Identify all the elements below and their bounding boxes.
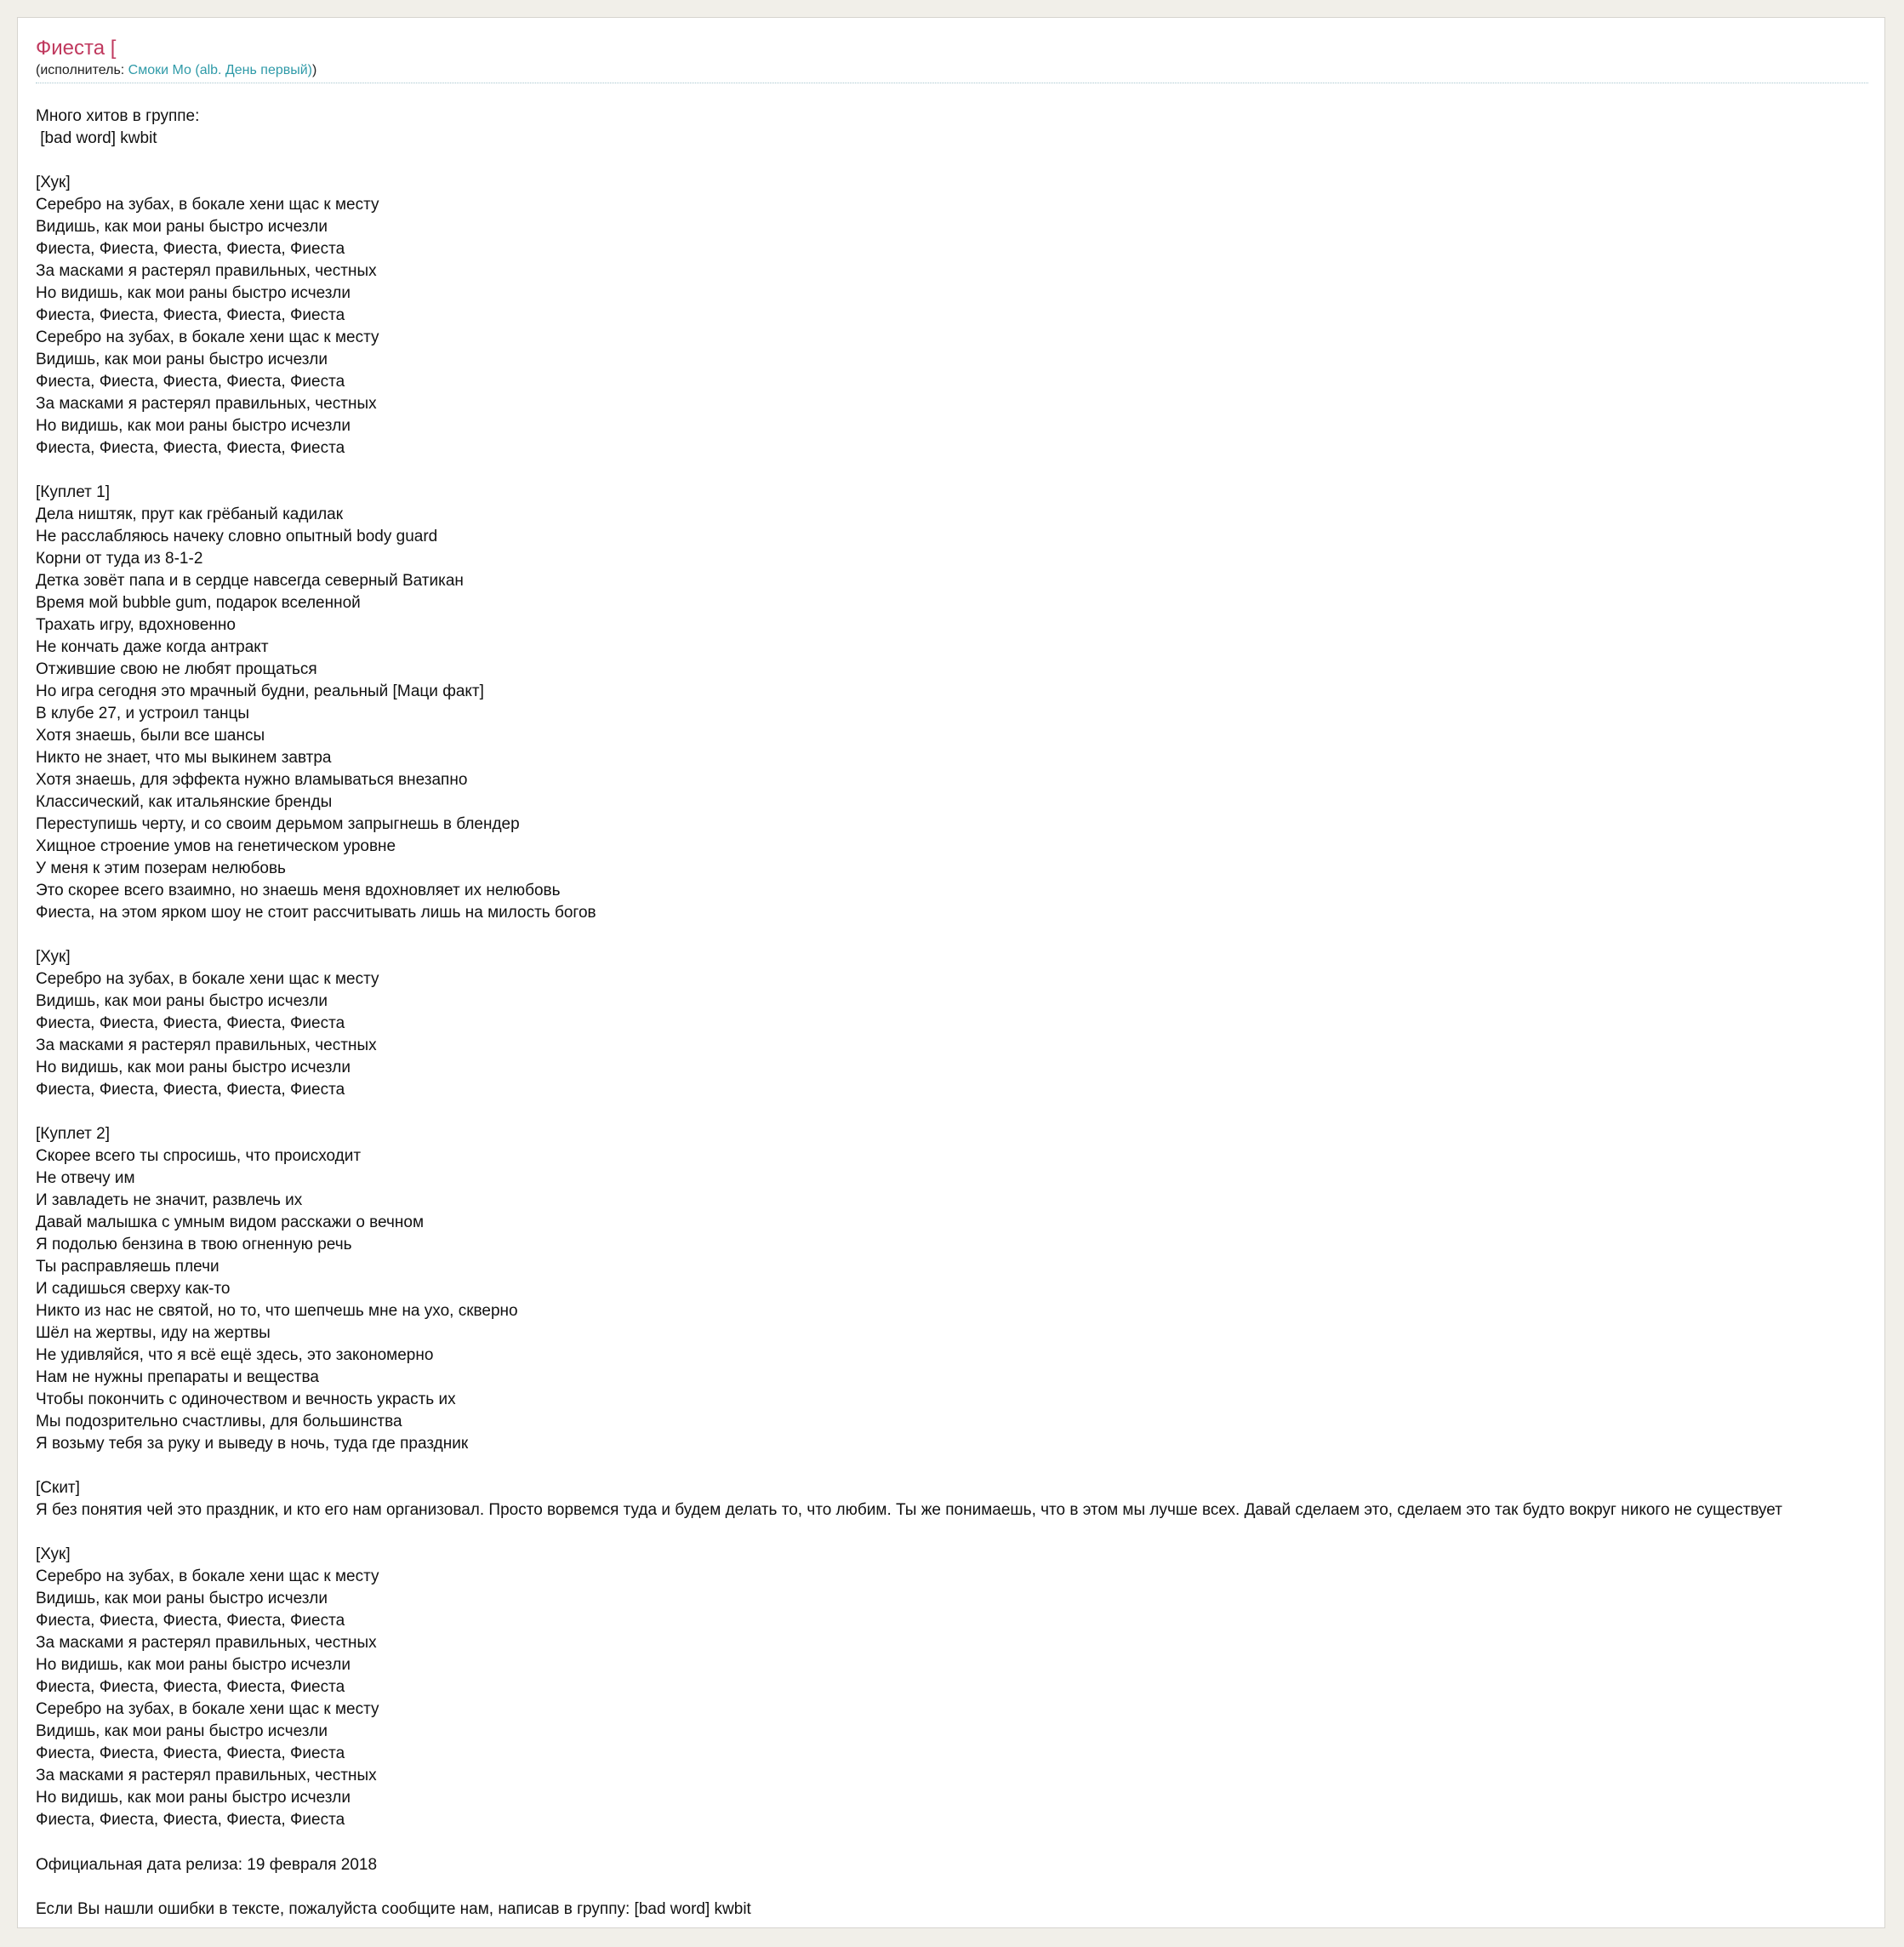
artist-album-link[interactable]: Смоки Мо (alb. День первый) <box>128 63 313 77</box>
error-report-note: Если Вы нашли ошибки в тексте, пожалуйста сообщите нам, написав в группу: [bad word] kwbit <box>36 1900 751 1918</box>
artist-prefix: (исполнитель: <box>36 63 128 77</box>
lyrics-panel <box>17 17 1885 1928</box>
song-header <box>36 35 1868 83</box>
lyrics-text: Много хитов в группе: [bad word] kwbit [Хук] Серебро на зубах, в бокале хени щас к месту Видишь, как мои раны быстро исчезли Фиеста, Фиеста, Фиеста, Фиеста, Фиеста За масками я растерял правильных, честных Но видишь, как мои раны быстро исчезли Фиеста, Фиеста, Фиеста, Фиеста, Фиеста Серебро на зубах, в бокале хени щас к месту Видишь, как мои раны быстро исчезли Фиеста, Фиеста, Фиеста, Фиеста, Фиеста За масками я растерял правильных, честных Но видишь, как мои раны быстро исчезли Фиеста, Фиеста, Фиеста, Фиеста, Фиеста [Куплет 1] Дела ништяк, прут как грёбаный кадилак Не расслабляюсь начеку словно опытный body guard Корни от туда из 8-1-2 Детка зовёт папа и в сердце навсегда северный Ватикан Время мой bubble gum, подарок вселенной Трахать игру, вдохновенно Не кончать даже когда антракт Отжившие свою не любят прощаться Но игра сегодня это мрачный будни, реальный [Маци факт] В клубе 27, и устроил танцы Хотя знаешь, были все шансы Никто не знает, что мы выкинем завтра Хотя знаешь, для эффекта нужно вламываться внезапно Классический, как итальянские бренды Переступишь черту, и со своим дерьмом запрыгнешь в блендер Хищное строение умов на генетическом уровне У меня к этим позерам нелюбовь Это скорее всего взаимно, но знаешь меня вдохновляет их нелюбовь Фиеста, на этом ярком шоу не стоит рассчитывать лишь на милость богов [Хук] Серебро на зубах, в бокале хени щас к месту Видишь, как мои раны быстро исчезли Фиеста, Фиеста, Фиеста, Фиеста, Фиеста За масками я растерял правильных, честных Но видишь, как мои раны быстро исчезли Фиеста, Фиеста, Фиеста, Фиеста, Фиеста [Куплет 2] Скорее всего ты спросишь, что происходит Не отвечу им И завладеть не значит, развлечь их Давай малышка с умным видом расскажи о вечном Я подолью бензина в твою огненную речь Ты расправляешь плечи И садишься сверху как-то Никто из нас не святой, но то, что шепчешь мне на ухо, скверно Шёл на жертвы, иду на жертвы Не удивляйся, что я всё ещё здесь, это закономерно Нам не нужны препараты и вещества Чтобы покончить с одиночеством и вечность украсть их Мы подозрительно счастливы, для большинства Я возьму тебя за руку и выведу в ночь, туда где праздник [Скит] Я без понятия чей это праздник, и кто его нам организовал. Просто ворвемся туда и будем делать то, что любим. Ты же понимаешь, что в этом мы лучше всех. Давай сделаем это, сделаем это так будто вокруг никого не существует [Хук] Серебро на зубах, в бокале хени щас к месту Видишь, как мои раны быстро исчезли Фиеста, Фиеста, Фиеста, Фиеста, Фиеста За масками я растерял правильных, честных Но видишь, как мои раны быстро исчезли Фиеста, Фиеста, Фиеста, Фиеста, Фиеста Серебро на зубах, в бокале хени щас к месту Видишь, как мои раны быстро исчезли Фиеста, Фиеста, Фиеста, Фиеста, Фиеста За масками я растерял правильных, честных Но видишь, как мои раны быстро исчезли Фиеста, Фиеста, Фиеста, Фиеста, Фиеста <box>36 107 1782 1829</box>
song-title: Фиеста [ <box>36 37 117 60</box>
artist-line <box>36 62 1868 79</box>
artist-suffix: ) <box>312 63 317 77</box>
release-date: Официальная дата релиза: 19 февраля 2018 <box>36 1856 378 1874</box>
